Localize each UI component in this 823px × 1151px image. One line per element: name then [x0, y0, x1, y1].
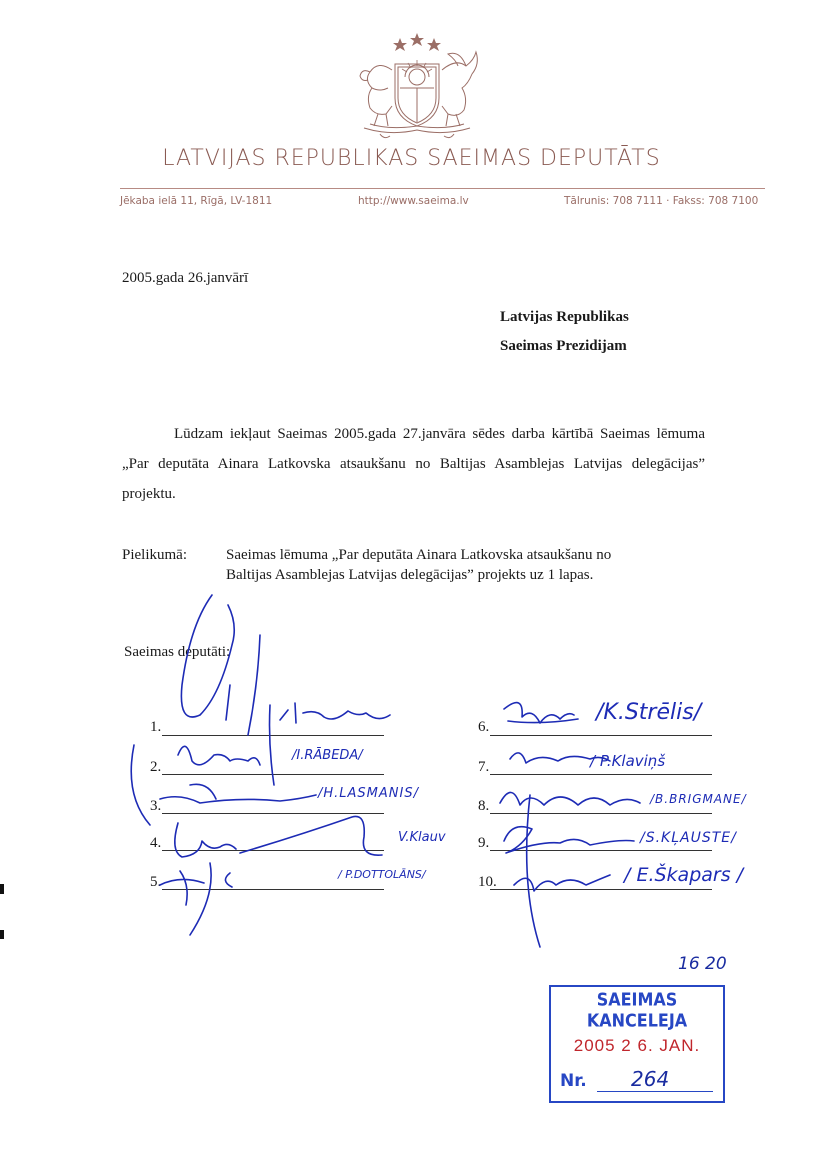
letter-date: 2005.gada 26.janvārī — [122, 270, 249, 286]
recipient-line-2: Saeimas Prezidijam — [500, 338, 627, 354]
handwritten-name-2: /I.RĀBEDA/ — [292, 748, 363, 763]
handwritten-name-3: /H.LASMANIS/ — [318, 786, 419, 801]
stamp-nr-label: Nr. — [560, 1071, 587, 1091]
signature-number-9: 9. — [478, 835, 490, 851]
signature-number-4: 4. — [150, 835, 162, 851]
handwritten-name-6: /K.Strēlis/ — [596, 700, 702, 725]
signature-number-1: 1. — [150, 719, 162, 735]
recipient-line-1: Latvijas Republikas — [500, 309, 629, 325]
attachment-line-1: Saeimas lēmuma „Par deputāta Ainara Latkovska atsaukšanu no — [226, 547, 612, 563]
signatories-label: Saeimas deputāti: — [124, 644, 231, 660]
stamp-title: SAEIMAS KANCELEJA — [586, 989, 688, 1031]
letterhead-phone-fax: Tālrunis: 708 7111 · Fakss: 708 7100 — [564, 195, 759, 207]
stamp-nr-value: 264 — [631, 1067, 670, 1091]
signature-number-3: 3. — [150, 798, 162, 814]
coat-of-arms-emblem — [350, 30, 484, 142]
handwritten-name-9: /S.KĻAUSTE/ — [640, 830, 737, 846]
handwritten-name-10: / E.Škapars / — [624, 864, 744, 886]
stamp-nr-line — [597, 1091, 713, 1092]
signature-number-6: 6. — [478, 719, 490, 735]
letterhead-title: LATVIJAS REPUBLIKAS SAEIMAS DEPUTĀTS — [162, 146, 661, 171]
stamp-date: 2005 2 6. JAN. — [573, 1036, 701, 1055]
handwritten-name-8: /B.BRIGMANE/ — [650, 792, 747, 806]
handwritten-name-4: V.Klauv — [398, 830, 446, 845]
attachment-line-2: Baltijas Asamblejas Latvijas delegācijas” projekts uz 1 lapas. — [226, 567, 594, 583]
signature-number-8: 8. — [478, 798, 490, 814]
body-paragraph: Lūdzam iekļaut Saeimas 2005.gada 27.janvāra sēdes darba kārtībā Saeimas lēmuma „Par deputāta Ainara Latkovska atsaukšanu no Baltijas Asamblejas Latvijas delegācijas” projektu. — [122, 426, 705, 502]
registry-stamp — [549, 985, 725, 1103]
letterhead-address: Jēkaba ielā 11, Rīgā, LV-1811 — [120, 195, 273, 207]
scan-edge-mark — [0, 930, 4, 939]
handwritten-name-5: / P.DOTTOLĀNS/ — [338, 868, 426, 881]
signature-number-10: 10. — [478, 874, 497, 890]
handwritten-signatures — [120, 585, 820, 955]
signature-number-7: 7. — [478, 759, 490, 775]
handwritten-name-7: / P.Klaviņš — [590, 752, 666, 770]
scan-edge-mark — [0, 884, 4, 894]
letterhead-rule — [120, 188, 765, 189]
signature-number-5: 5. — [150, 874, 162, 890]
letterhead-website: http://www.saeima.lv — [358, 195, 469, 207]
handwritten-registration-mark: 16 20 — [678, 954, 727, 974]
attachment-label: Pielikumā: — [122, 547, 187, 563]
signature-number-2: 2. — [150, 759, 162, 775]
